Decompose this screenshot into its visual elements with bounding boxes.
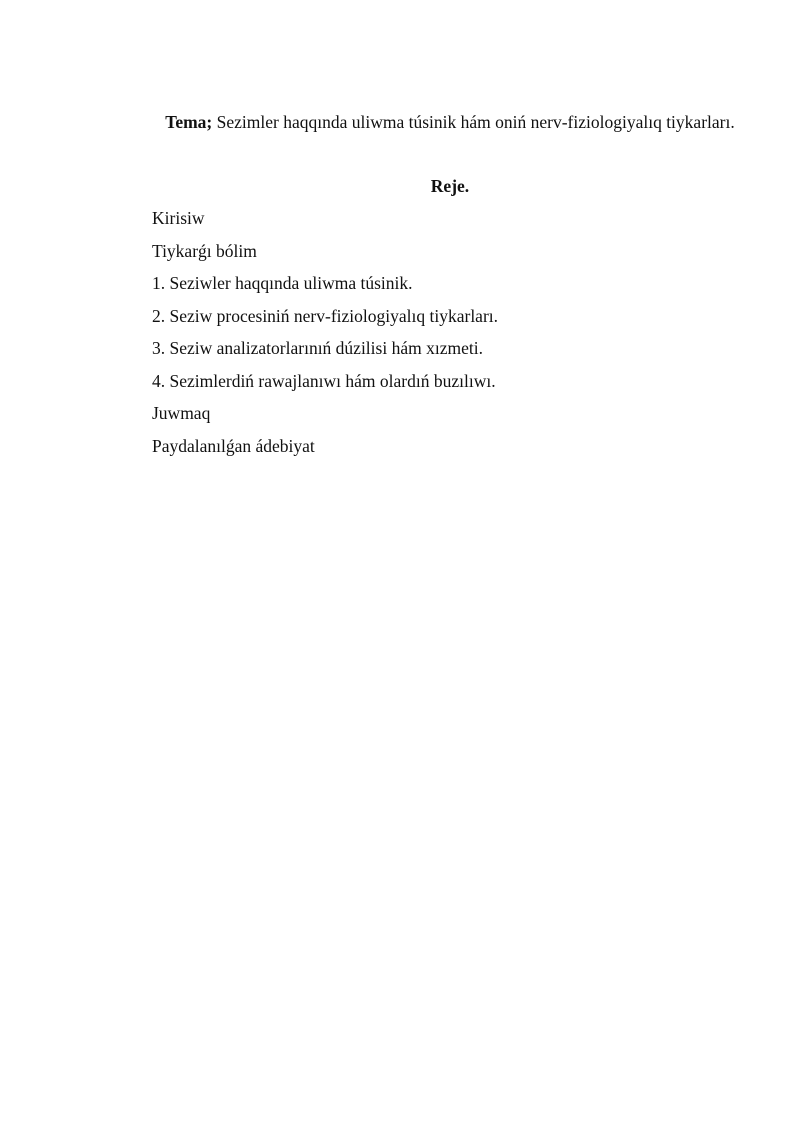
title-label: Tema;: [165, 112, 213, 132]
title-text: Sezimler haqqında uliwma túsinik hám oniń nerv-fiziologiyalıq tiykarları.: [212, 112, 735, 132]
document-title: [150, 106, 750, 139]
plan-item-main-part: Tiykarǵı bólim: [152, 240, 257, 261]
plan-item-4: 4. Sezimlerdiń rawajlanıwı hám olardıń buzılıwı.: [152, 370, 496, 391]
plan-item-conclusion: Juwmaq: [152, 403, 211, 423]
plan-item-introduction: Kirisiw: [152, 208, 205, 228]
plan-item-1: 1. Seziwler haqqında uliwma túsinik.: [152, 273, 413, 293]
plan-heading: Reje.: [430, 176, 470, 196]
plan-item-references: Paydalanılǵan ádebiyat: [152, 435, 315, 456]
plan-list: [152, 204, 498, 464]
plan-item-2: 2. Seziw procesiniń nerv-fiziologiyalıq tiykarları.: [152, 305, 499, 326]
plan-item-3: 3. Seziw analizatorlarınıń dúzilisi hám xızmeti.: [152, 338, 483, 358]
